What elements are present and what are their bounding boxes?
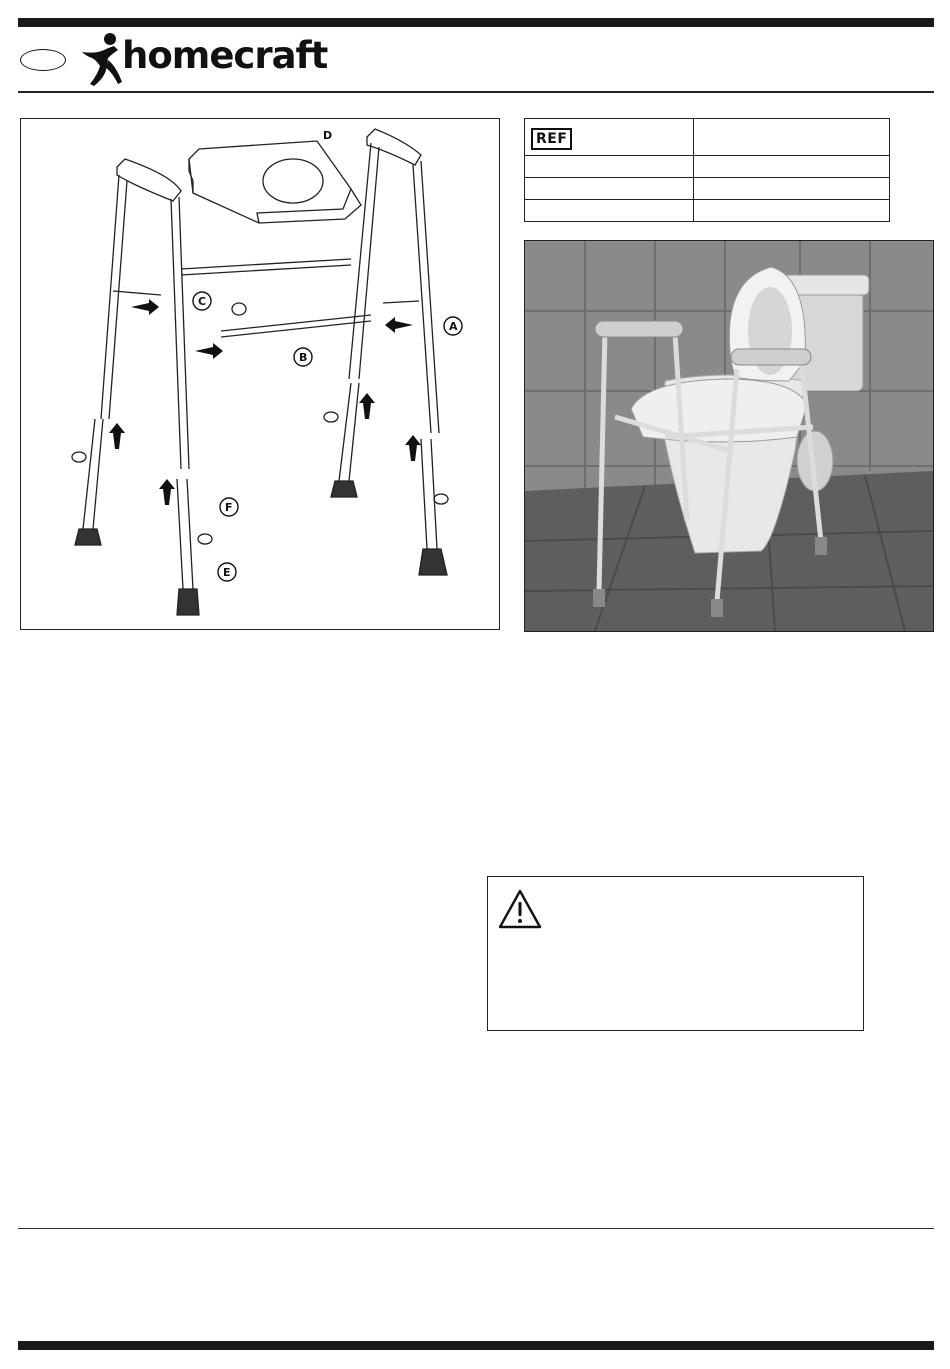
label-a: A <box>449 320 458 333</box>
brand-logo <box>80 32 330 88</box>
footer-divider <box>18 1228 934 1229</box>
table-row <box>525 119 890 156</box>
arrow-up <box>109 423 125 449</box>
arrow-left <box>385 317 413 333</box>
ref-cell <box>525 119 694 156</box>
label-d: D <box>323 129 333 142</box>
arrow-up <box>405 435 421 461</box>
toilet-frame-photo <box>525 241 933 631</box>
table-cell <box>525 200 694 222</box>
brand-name: homecraft <box>122 34 328 77</box>
arrow-up <box>159 479 175 505</box>
label-e: E <box>223 566 231 579</box>
assembly-diagram <box>20 118 500 630</box>
ref-value-cell <box>694 119 890 156</box>
arrow-right <box>131 299 159 315</box>
table-cell <box>525 178 694 200</box>
table-cell <box>694 178 890 200</box>
warning-box <box>487 876 864 1031</box>
top-border-bar <box>18 18 934 27</box>
table-cell <box>694 200 890 222</box>
table-cell <box>525 156 694 178</box>
warning-triangle-icon <box>498 889 542 929</box>
person-leaping-icon <box>78 30 126 88</box>
ref-symbol: REF <box>531 128 572 150</box>
label-b: B <box>299 351 308 364</box>
table-row <box>525 178 890 200</box>
table-row <box>525 156 890 178</box>
header-divider <box>18 91 934 93</box>
assembly-diagram-drawing <box>21 119 499 629</box>
language-badge <box>20 49 66 71</box>
arrow-right <box>195 343 223 359</box>
label-c: C <box>198 295 207 308</box>
product-photo <box>524 240 934 632</box>
arrow-up <box>359 393 375 419</box>
table-row <box>525 200 890 222</box>
bottom-border-bar <box>18 1341 934 1350</box>
table-cell <box>694 156 890 178</box>
reference-table <box>524 118 890 222</box>
label-f: F <box>225 501 233 514</box>
